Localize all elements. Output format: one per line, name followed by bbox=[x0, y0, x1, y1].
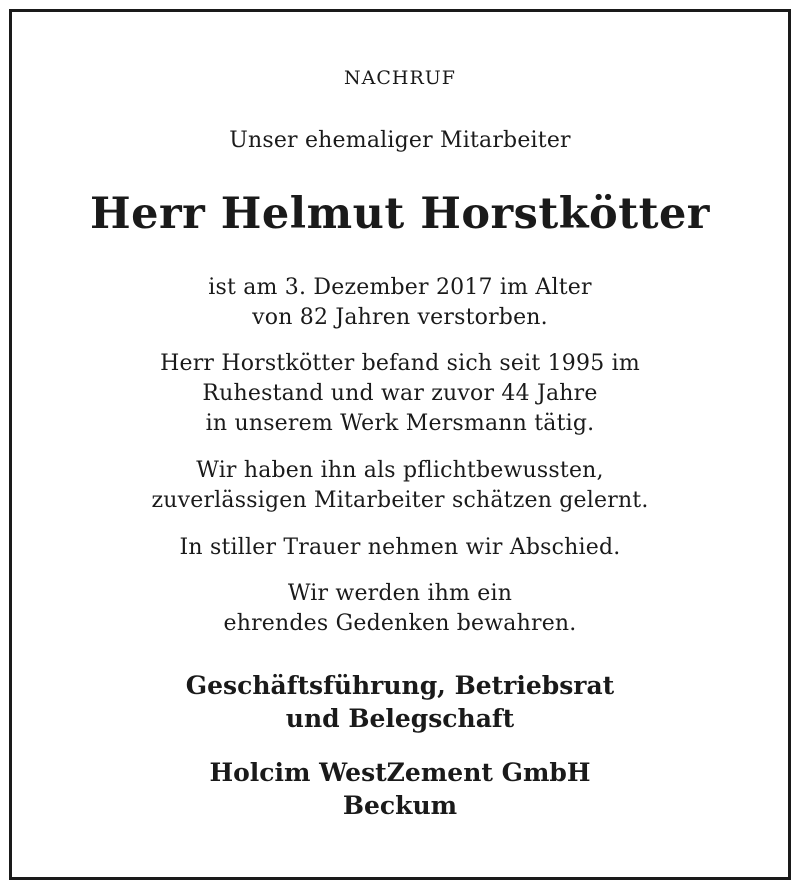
signature-company-city: Beckum bbox=[342, 791, 458, 820]
obituary-frame bbox=[9, 9, 791, 880]
deceased-name: Herr Helmut Horstkötter bbox=[90, 189, 710, 239]
paragraph-3-line-2: zuverlässigen Mitarbeiter schätzen gelernt. bbox=[151, 488, 649, 513]
paragraph-1-line-2: von 82 Jahren verstorben. bbox=[252, 305, 548, 330]
signature-group-line-1: Geschäftsführung, Betriebsrat bbox=[185, 671, 615, 700]
paragraph-5-line-1: Wir werden ihm ein bbox=[287, 581, 513, 606]
heading: NACHRUF bbox=[344, 67, 456, 89]
signature-company-name: Holcim WestZement GmbH bbox=[209, 758, 591, 787]
signature-group-line-2: und Belegschaft bbox=[285, 704, 515, 733]
paragraph-2-line-3: in unserem Werk Mersmann tätig. bbox=[205, 411, 595, 436]
paragraph-2-line-2: Ruhestand und war zuvor 44 Jahre bbox=[202, 381, 598, 406]
paragraph-2-line-1: Herr Horstkötter befand sich seit 1995 im bbox=[160, 351, 640, 376]
intro-text: Unser ehemaliger Mitarbeiter bbox=[229, 128, 571, 153]
paragraph-3-line-1: Wir haben ihn als pflichtbewussten, bbox=[196, 458, 604, 483]
paragraph-4-line-1: In stiller Trauer nehmen wir Abschied. bbox=[179, 535, 621, 560]
paragraph-5-line-2: ehrendes Gedenken bewahren. bbox=[223, 611, 577, 636]
paragraph-1-line-1: ist am 3. Dezember 2017 im Alter bbox=[208, 275, 592, 300]
